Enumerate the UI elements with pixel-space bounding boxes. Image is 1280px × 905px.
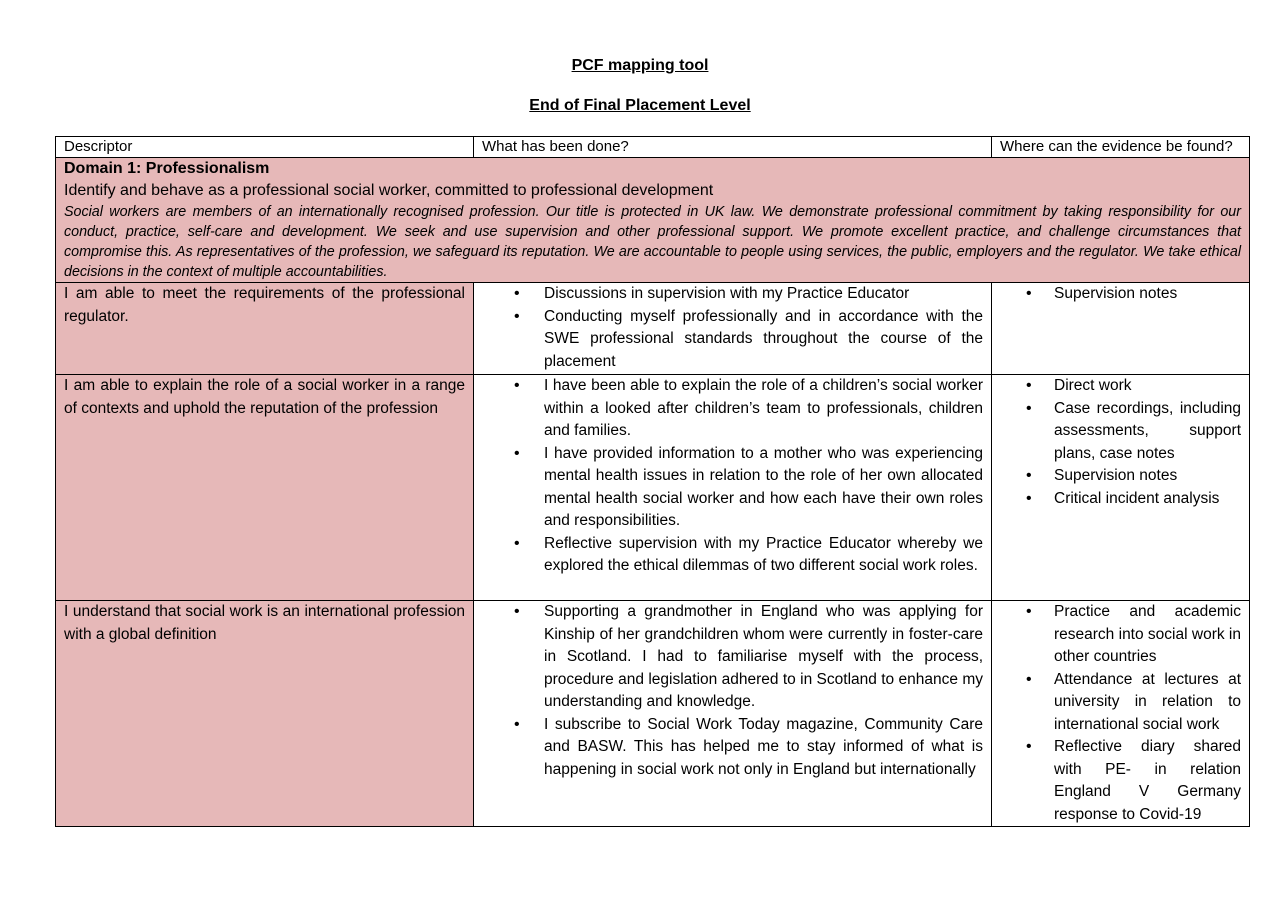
- descriptor-cell: I am able to meet the requirements of the professional regulator.: [56, 283, 474, 375]
- evidence-list: [1000, 601, 1241, 826]
- descriptor-cell: I understand that social work is an international profession with a global definition: [56, 601, 474, 827]
- document-subtitle: End of Final Placement Level: [529, 97, 751, 114]
- done-list: [482, 283, 983, 373]
- evidence-cell: [992, 283, 1250, 375]
- table-row: [56, 283, 1250, 375]
- done-cell: [474, 375, 992, 601]
- domain-description: Social workers are members of an internationally recognised profession. Our title is protected in UK law. We demonstrate professional commitment by taking responsibility for our conduct, practice, self-care and development. We seek and use supervision and other professional support. We promote excellent practice, and challenge circumstances that compromise this. As representatives of the profession, we safeguard its reputation. We are accountable to people using services, the public, employers and the regulator. We take ethical decisions in the context of multiple accountabilities.: [64, 204, 1241, 280]
- pcf-mapping-table: [55, 136, 1250, 827]
- table-row: [56, 601, 1250, 827]
- domain-subtitle: Identify and behave as a professional social worker, committed to professional development: [64, 182, 714, 199]
- done-list: [482, 601, 983, 781]
- header-descriptor: Descriptor: [56, 137, 474, 158]
- evidence-list: [1000, 283, 1241, 306]
- list-item: • Supervision notes: [1054, 465, 1241, 488]
- header-what-done: What has been done?: [474, 137, 992, 158]
- list-item: • I subscribe to Social Work Today magazine, Community Care and BASW. This has helped me to stay informed of what is happening in social work not only in England but internationally: [544, 714, 983, 782]
- table-header-row: [56, 137, 1250, 158]
- list-item: • Conducting myself professionally and in accordance with the SWE professional standards throughout the course of the placement: [544, 306, 983, 374]
- list-item: • I have provided information to a mother who was experiencing mental health issues in relation to the role of her own allocated mental health social worker and how each have their own roles and responsibilities.: [544, 443, 983, 533]
- descriptor-cell: I am able to explain the role of a social worker in a range of contexts and uphold the reputation of the profession: [56, 375, 474, 601]
- document-title: PCF mapping tool: [571, 57, 709, 74]
- domain-cell: [56, 158, 1250, 283]
- list-item: • Reflective supervision with my Practice Educator whereby we explored the ethical dilemmas of two different social work roles.: [544, 533, 983, 578]
- list-item: • I have been able to explain the role of a children’s social worker within a looked after children’s team to professionals, children and families.: [544, 375, 983, 443]
- list-item: • Reflective diary shared with PE- in relation England V Germany response to Covid-19: [1054, 736, 1241, 826]
- list-item: • Case recordings, including assessments, support plans, case notes: [1054, 398, 1241, 466]
- done-cell: [474, 283, 992, 375]
- domain-title: Domain 1: Professionalism: [64, 160, 270, 177]
- list-item: • Practice and academic research into social work in other countries: [1054, 601, 1241, 669]
- list-item: • Direct work: [1054, 375, 1241, 398]
- evidence-cell: [992, 601, 1250, 827]
- evidence-list: [1000, 375, 1241, 510]
- header-evidence: Where can the evidence be found?: [992, 137, 1250, 158]
- table-row: [56, 375, 1250, 601]
- evidence-cell: [992, 375, 1250, 601]
- list-item: • Discussions in supervision with my Practice Educator: [544, 283, 983, 306]
- domain-row: [56, 158, 1250, 283]
- done-list: [482, 375, 983, 578]
- done-cell: [474, 601, 992, 827]
- list-item: • Supervision notes: [1054, 283, 1241, 306]
- list-item: • Attendance at lectures at university in relation to international social work: [1054, 669, 1241, 737]
- list-item: • Critical incident analysis: [1054, 488, 1241, 511]
- list-item: • Supporting a grandmother in England who was applying for Kinship of her grandchildren whom were currently in foster-care in Scotland. I had to familiarise myself with the process, procedure and legislation adhered to in Scotland to enhance my understanding and knowledge.: [544, 601, 983, 714]
